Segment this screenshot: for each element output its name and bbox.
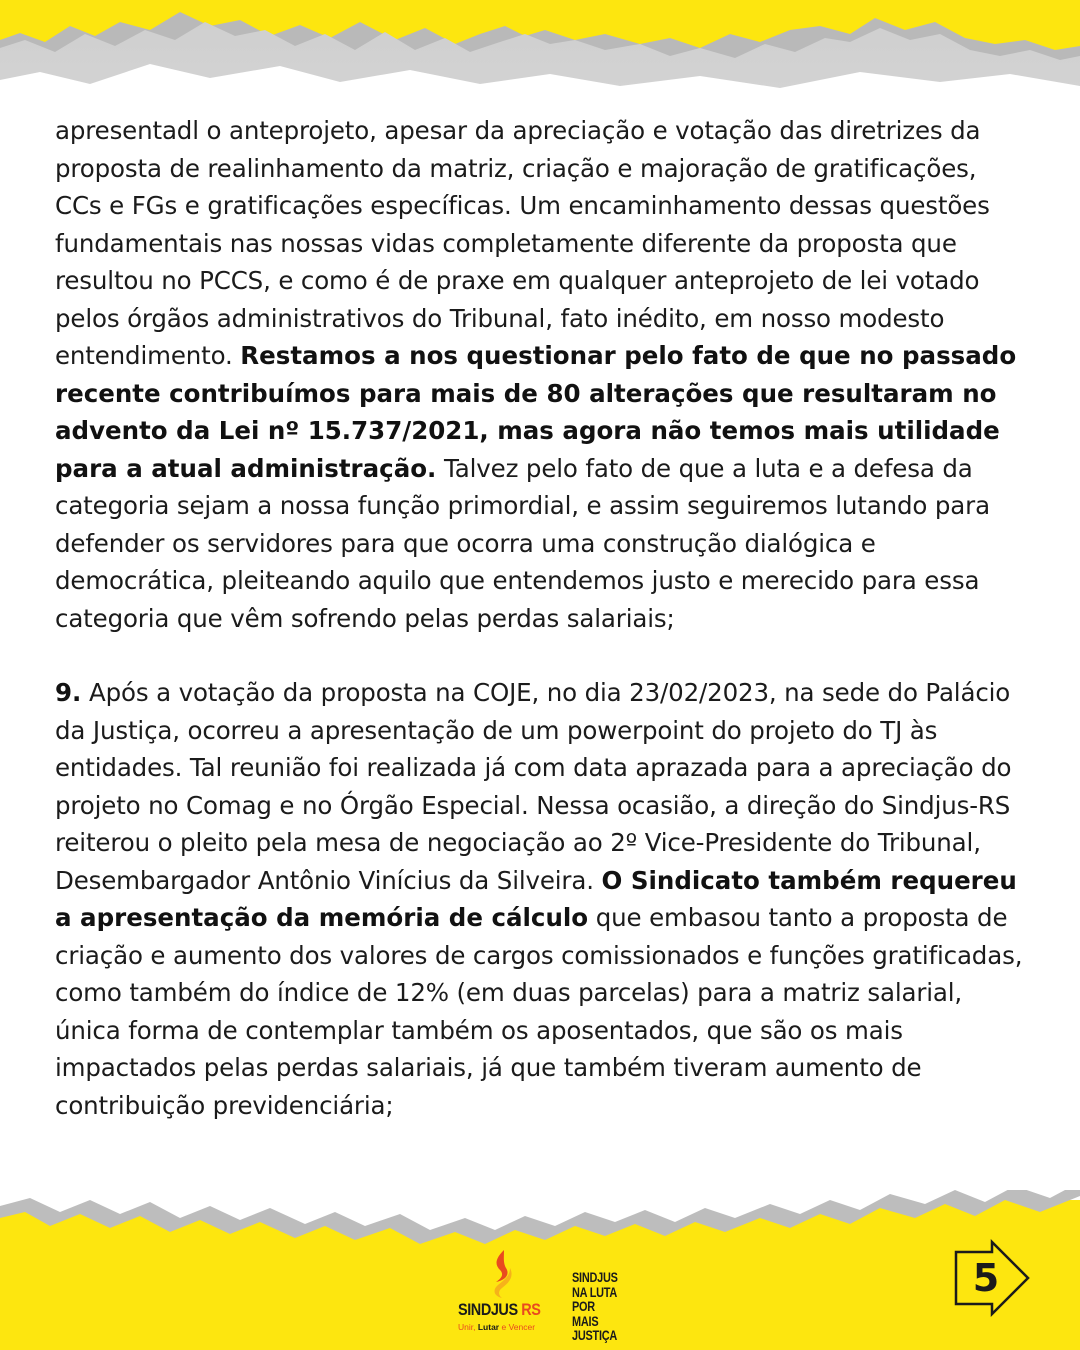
paragraph-1-run-3: Talvez pelo fato de que a luta e a defesa da categoria sejam a nossa função primordial, e assim seguiremos lutando para defender os servidores para que ocorra uma construção dialógica e democrática, pleiteando aquilo que entendemos justo e merecido para essa categoria que vêm sofrendo pelas perdas salariais;	[55, 453, 990, 633]
logo-name-suffix: RS	[521, 1300, 541, 1319]
paragraph-1-bold-run: Restamos a nos questionar pelo fato de que no passado recente contribuímos para mais de 80 alterações que resultaram no advento da Lei nº 15.737/2021, mas agora não temos mais utilidade para a atual administração.	[55, 341, 1017, 483]
slogan-line: POR MAIS	[572, 1298, 599, 1329]
logo-name-text: SINDJUS	[458, 1300, 518, 1319]
tagline-part-3: e Vencer	[501, 1322, 536, 1332]
tagline-part-1: Unir,	[458, 1322, 476, 1332]
slogan-line: JUSTIÇA	[572, 1327, 618, 1343]
paragraph-2-run-2: Após a votação da proposta na COJE, no dia 23/02/2023, na sede do Palácio da Justiça, ocorreu a apresentação de um powerpoint do projeto do TJ às entidades. Tal reunião foi realizada já com data aprazada para a apreciação do projeto no Comag e no Órgão Especial. Nessa ocasião, a direção do Sindjus-RS reiterou o pleito pela mesa de negociação ao 2º Vice-Presidente do Tribunal, Desembargador Antônio Vinícius da Silveira.	[55, 678, 1012, 895]
item-number: 9.	[55, 678, 82, 707]
page-number: 5	[972, 1256, 1000, 1300]
document-body	[55, 112, 1030, 1124]
sindjus-logo	[452, 1248, 562, 1333]
slogan-line: SINDJUS	[572, 1269, 618, 1285]
logo-tagline	[458, 1322, 535, 1332]
paragraph-2-bold-run: O Sindicato também requereu a apresentação da memória de cálculo	[55, 865, 1017, 932]
tagline-part-2: Lutar	[477, 1322, 500, 1332]
logo-wordmark	[458, 1300, 540, 1320]
slogan-line: NA LUTA	[572, 1283, 618, 1300]
campaign-slogan	[572, 1270, 619, 1343]
paragraph-1-run-1: apresentadl o anteprojeto, apesar da apreciação e votação das diretrizes da proposta de realinhamento da matriz, criação e majoração de gratificações, CCs e FGs e gratificações específicas. Um encaminhamento dessas questões fundamentais nas nossas vidas completamente diferente da proposta que resultou no PCCS, e como é de praxe em qualquer anteprojeto de lei votado pelos órgãos administrativos do Tribunal, fato inédito, em nosso modesto entendimento.	[55, 116, 990, 370]
paragraph-2	[55, 674, 1030, 1124]
sindjus-flame-icon	[488, 1248, 518, 1300]
paragraph-2-run-4: que embasou tanto a proposta de criação e aumento dos valores de cargos comissionados e funções gratificadas, como também do índice de 12% (em duas parcelas) para a matriz salarial, única forma de contemplar também os aposentados, que são os mais impactados pelas perdas salariais, já que também tiveram aumento de contribuição previdenciária;	[55, 903, 1023, 1120]
paragraph-1	[55, 112, 1030, 637]
